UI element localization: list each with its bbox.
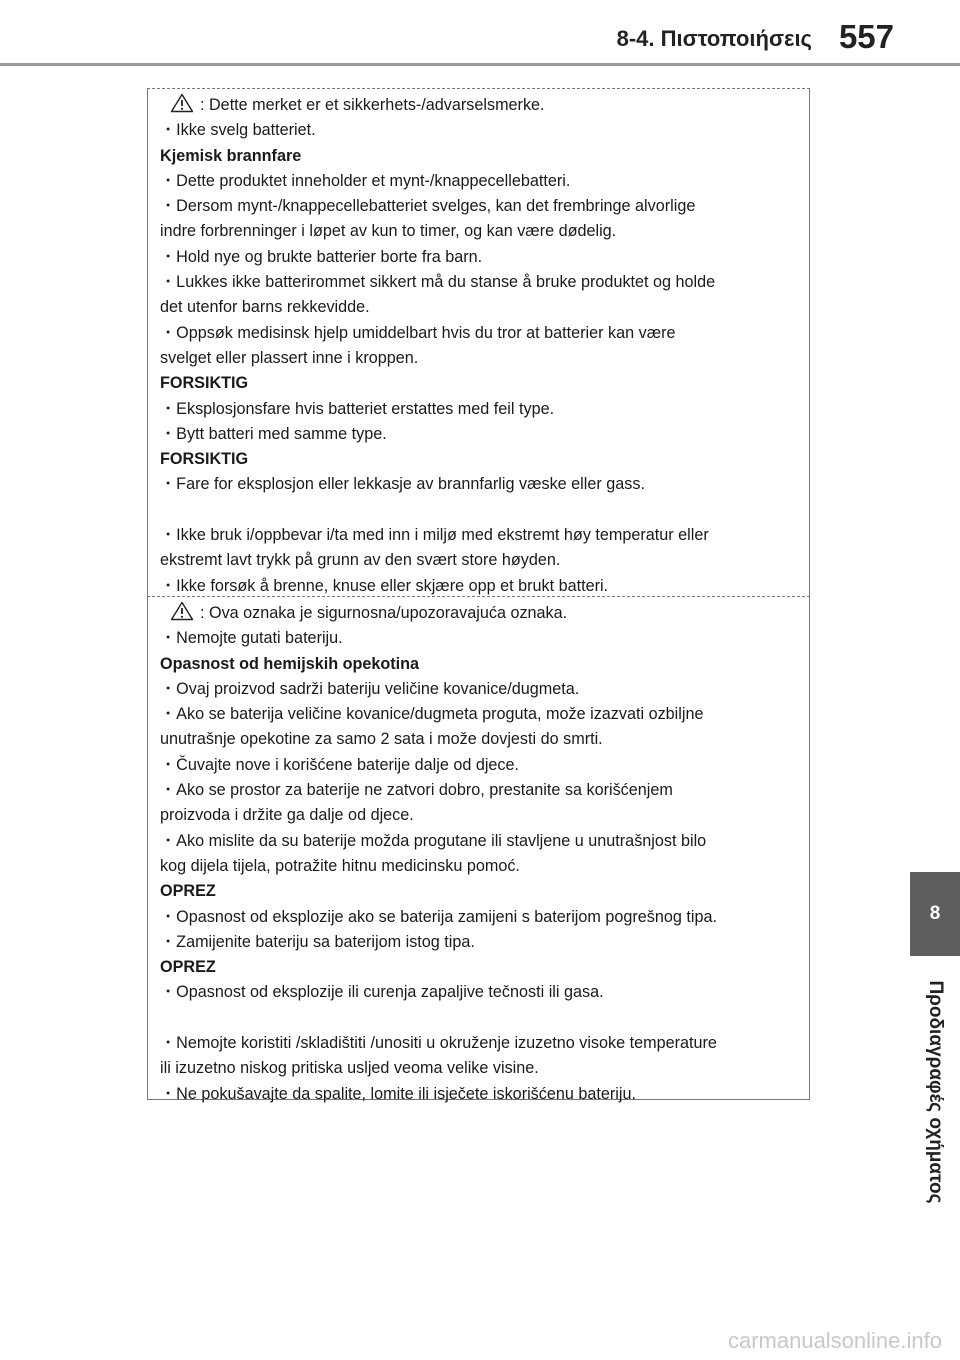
warning-heading: FORSIKTIG: [160, 450, 249, 469]
text-line: ・Zamijenite bateriju sa baterijom istog tipa.: [160, 932, 475, 951]
watermark: carmanualsonline.info: [727, 1328, 942, 1353]
text-line: ・Ako mislite da su baterije možda progutane ili stavljene u unutrašnjost bilo: [160, 831, 707, 850]
marker-text: : Ova oznaka je sigurnosna/upozoravajuća oznaka.: [200, 604, 568, 622]
warning-heading: Kjemisk brannfare: [160, 146, 302, 165]
text-line: proizvoda i držite ga dalje od djece.: [160, 806, 414, 825]
norwegian-text-lines: [160, 118, 797, 599]
text-line: ・Ako se prostor za baterije ne zatvori dobro, prestanite sa korišćenjem: [160, 781, 673, 800]
marker-text: : Dette merket er et sikkerhets-/advarselsmerke.: [200, 96, 545, 114]
chapter-label: Προδιαγραφές οχήματος: [925, 980, 946, 1204]
text-line: ・Ikke bruk i/oppbevar i/ta med inn i miljø med ekstremt høy temperatur eller: [160, 526, 709, 545]
warning-heading: OPREZ: [160, 958, 216, 977]
text-line: ・Fare for eksplosjon eller lekkasje av brannfarlig væske eller gass.: [160, 475, 645, 494]
blank-line: [160, 1006, 797, 1031]
text-line: ・Ovaj proizvod sadrži bateriju veličine kovanice/dugmeta.: [160, 679, 580, 698]
page-number: 557: [838, 18, 894, 55]
text-line: det utenfor barns rekkevidde.: [160, 298, 370, 317]
text-line: unutrašnje opekotine za samo 2 sata i može dovjesti do smrti.: [160, 730, 603, 749]
text-line: ・Ikke forsøk å brenne, knuse eller skjære opp et brukt batteri.: [160, 576, 609, 595]
text-line: ・Oppsøk medisinsk hjelp umiddelbart hvis du tror at batterier kan være: [160, 323, 676, 342]
text-line: ・Opasnost od eksplozije ili curenja zapaljive tečnosti ili gasa.: [160, 983, 604, 1002]
warning-heading: OPREZ: [160, 882, 216, 901]
text-line: ekstremt lavt trykk på grunn av den svært store høyden.: [160, 551, 561, 570]
text-line: ・Ikke svelg batteriet.: [160, 121, 316, 140]
header-divider: [0, 63, 960, 66]
text-line: svelget eller plassert inne i kroppen.: [160, 348, 419, 367]
warning-heading: Opasnost od hemijskih opekotina: [160, 654, 420, 673]
croatian-text-lines: [160, 626, 797, 1107]
warning-triangle-icon: [170, 93, 194, 113]
text-line: ili izuzetno niskog pritiska usljed veoma velike visine.: [160, 1059, 539, 1078]
warning-heading: FORSIKTIG: [160, 374, 249, 393]
text-line: indre forbrenninger i løpet av kun to timer, og kan være dødelig.: [160, 222, 617, 241]
warning-triangle-icon: [170, 601, 194, 621]
text-line: ・Opasnost od eksplozije ako se baterija zamijeni s baterijom pogrešnog tipa.: [160, 907, 717, 926]
text-line: ・Hold nye og brukte batterier borte fra barn.: [160, 247, 483, 266]
text-line: ・Ne pokušavajte da spalite, lomite ili isječete iskorišćenu bateriju.: [160, 1084, 636, 1103]
section-title: 8-4. Πιστοποιήσεις: [616, 26, 812, 51]
chapter-tab[interactable]: [910, 872, 960, 956]
text-line: ・Dette produktet inneholder et mynt-/knappecellebatteri.: [160, 171, 571, 190]
chapter-number: 8: [929, 903, 941, 924]
safety-marker-line: [160, 93, 797, 118]
text-line: kog dijela tijela, potražite hitnu medicinsku pomoć.: [160, 856, 520, 875]
text-line: ・Dersom mynt-/knappecellebatteriet svelges, kan det frembringe alvorlige: [160, 197, 696, 216]
croatian-warning-box: [147, 596, 810, 1103]
text-line: ・Lukkes ikke batterirommet sikkert må du stanse å bruke produktet og holde: [160, 273, 716, 292]
text-line: ・Bytt batteri med samme type.: [160, 424, 387, 443]
text-line: ・Nemojte gutati bateriju.: [160, 629, 343, 648]
safety-marker-line: [160, 601, 797, 626]
text-line: ・Ako se baterija veličine kovanice/dugmeta proguta, može izazvati ozbiljne: [160, 705, 704, 724]
norwegian-warning-box: [147, 88, 810, 596]
text-line: ・Nemojte koristiti /skladištiti /unositi u okruženje izuzetno visoke temperature: [160, 1034, 717, 1053]
blank-line: [160, 498, 797, 523]
text-line: ・Čuvajte nove i korišćene baterije dalje od djece.: [160, 755, 520, 774]
text-line: ・Eksplosjonsfare hvis batteriet erstattes med feil type.: [160, 399, 555, 418]
